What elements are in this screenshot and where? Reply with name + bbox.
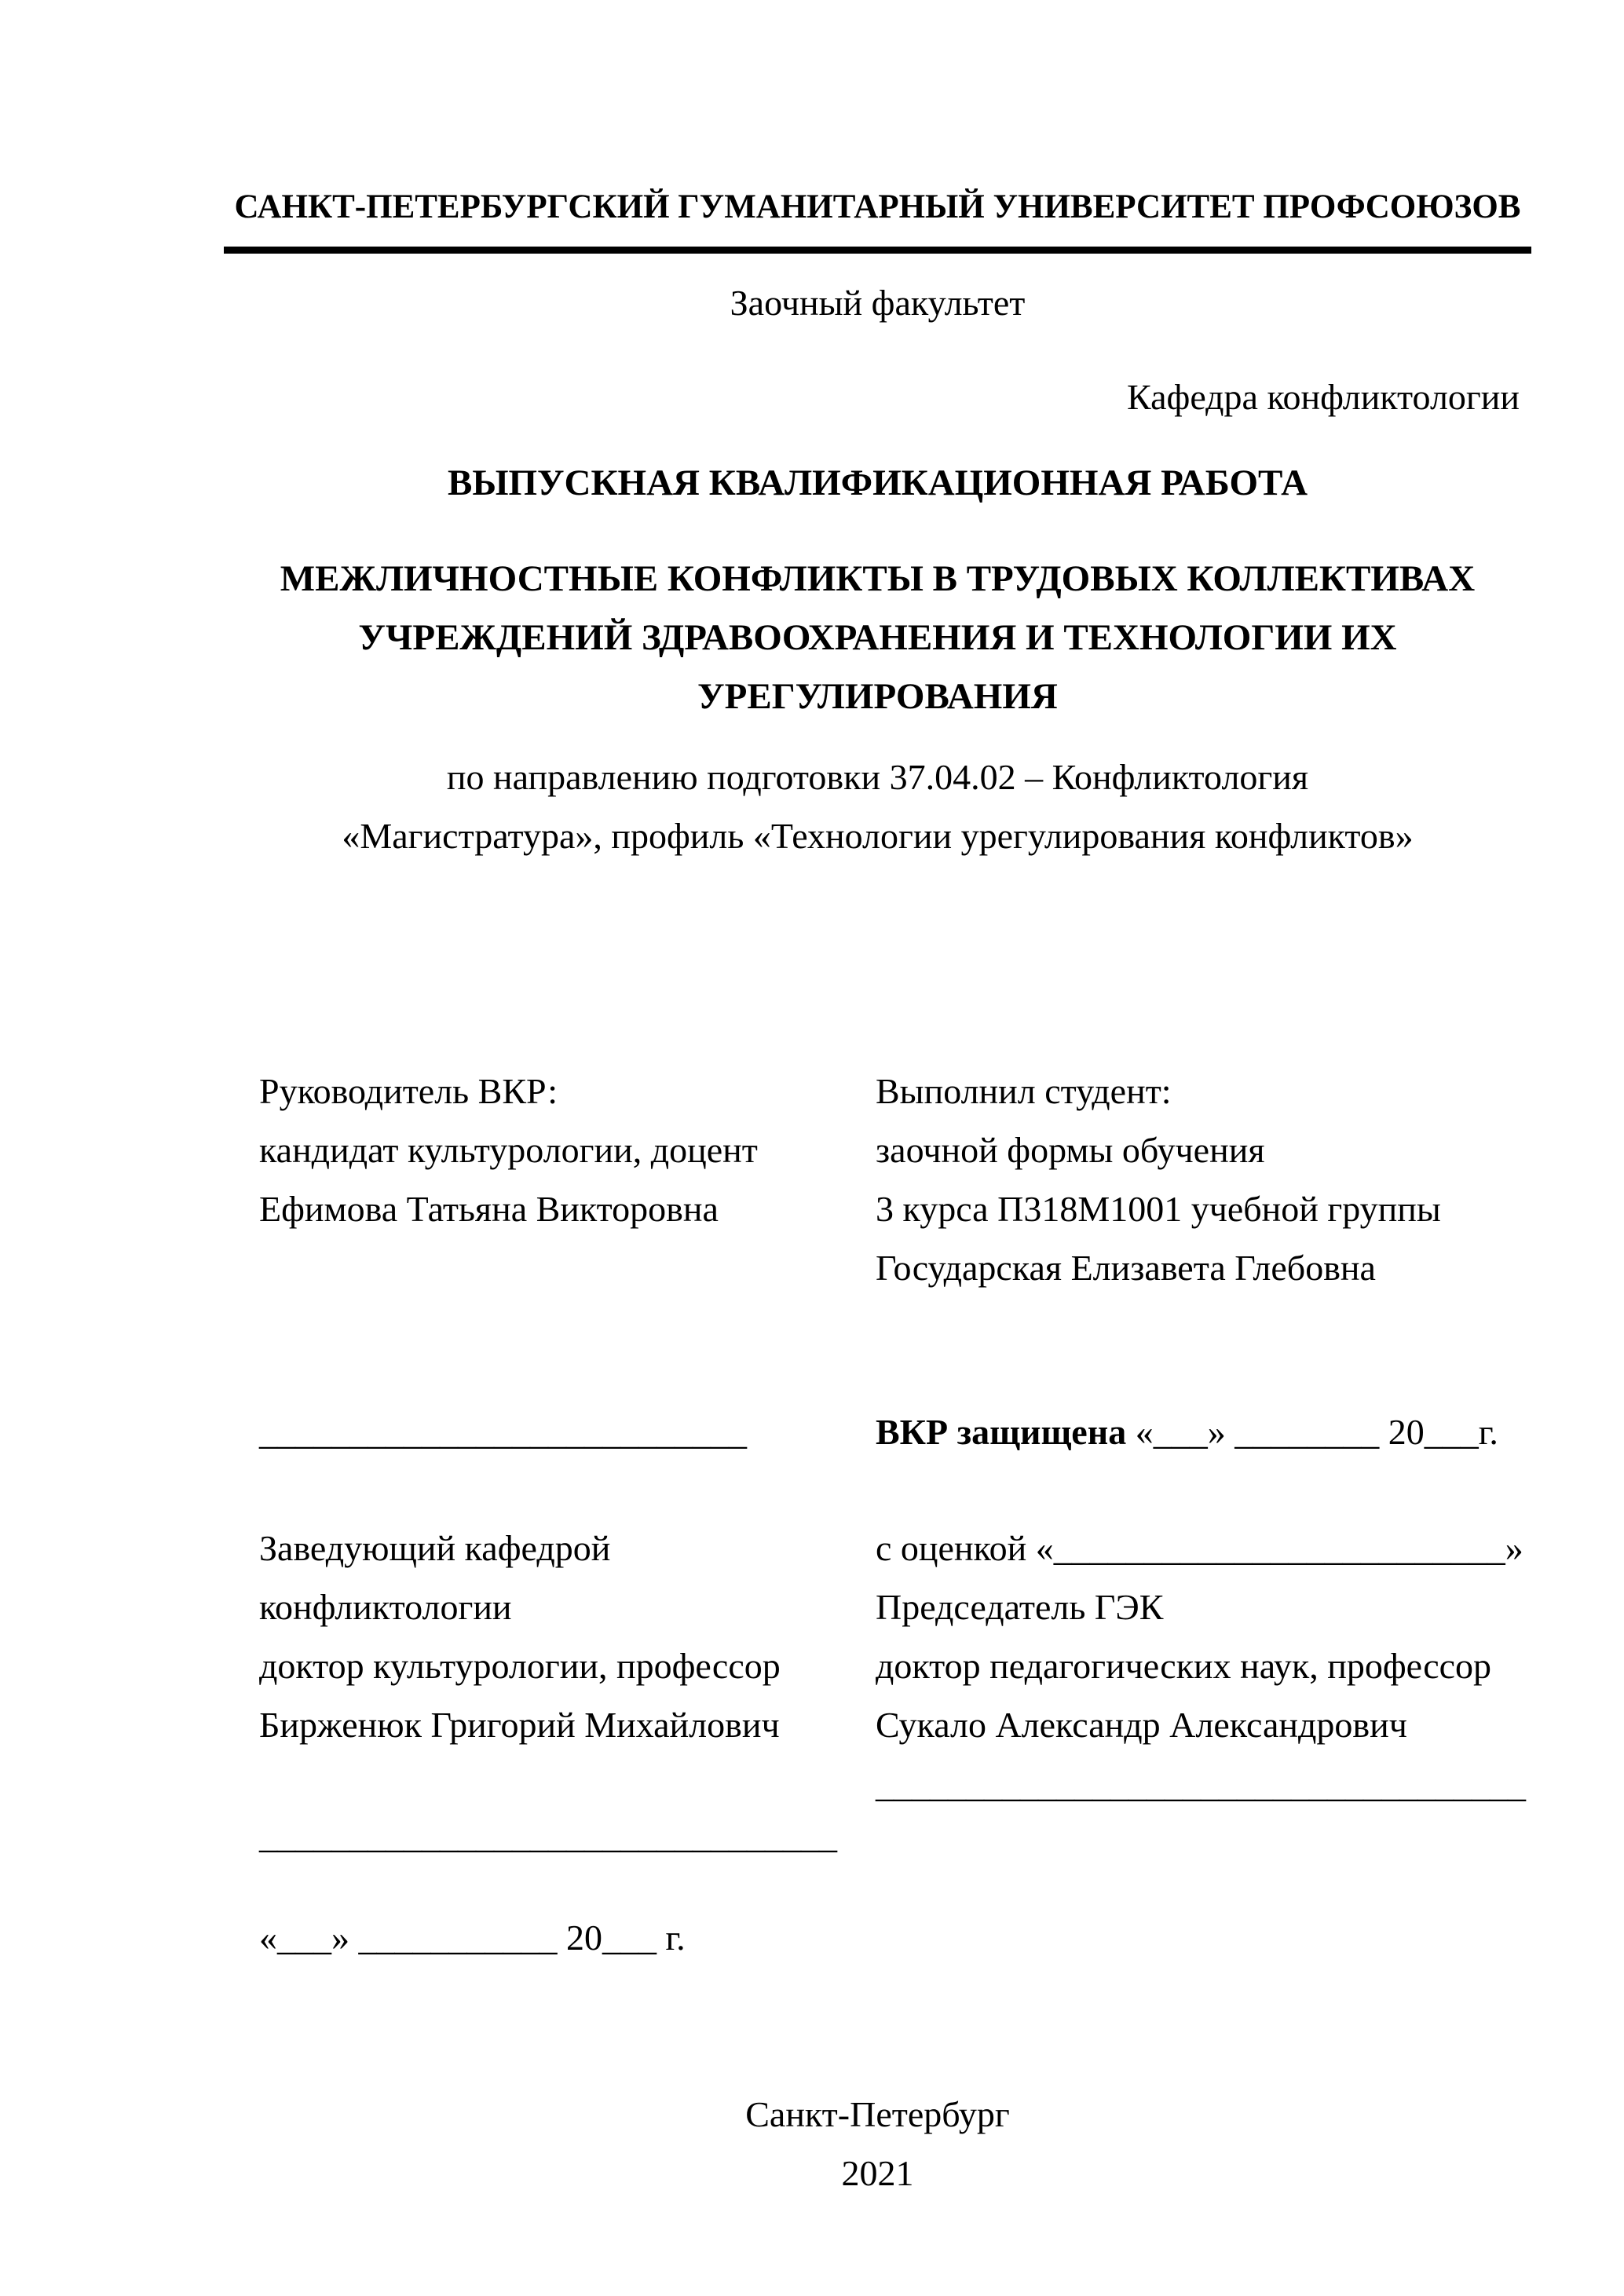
year: 2021: [841, 2153, 914, 2193]
defense-label: ВКР защищена: [876, 1412, 1127, 1452]
head-position-line-1: Заведующий кафедрой: [259, 1528, 611, 1568]
program-profile: «Магистратура», профиль «Технологии урегулирования конфликтов»: [342, 816, 1414, 856]
thesis-title: [224, 550, 1531, 726]
student-study-form: заочной формы обучения: [876, 1130, 1265, 1170]
student-group: 3 курса П318М1001 учебной группы: [876, 1189, 1441, 1229]
supervisor-name: Ефимова Татьяна Викторовна: [259, 1189, 719, 1229]
head-date-line: «___» ___________ 20___ г.: [259, 1918, 686, 1958]
program-direction: по направлению подготовки 37.04.02 – Конфликтология: [446, 757, 1309, 797]
supervisor-block: [259, 1062, 872, 1238]
chairman-degree: доктор педагогических наук, профессор: [876, 1646, 1492, 1686]
supervisor-signature-line: ___________________________: [259, 1412, 747, 1452]
faculty-name: Заочный факультет: [730, 283, 1026, 323]
chairman-position: Председатель ГЭК: [876, 1587, 1164, 1627]
head-name: Бирженюк Григорий Михайлович: [259, 1705, 780, 1745]
grade-line: с оценкой «_________________________»: [876, 1528, 1523, 1568]
defense-date-blanks: «___» ________ 20___г.: [1135, 1412, 1498, 1452]
head-signature-line: ________________________________: [259, 1815, 837, 1855]
supervisor-label: Руководитель ВКР:: [259, 1071, 558, 1111]
work-type-heading: ВЫПУСКНАЯ КВАЛИФИКАЦИОННАЯ РАБОТА: [447, 462, 1308, 503]
program-info: [224, 748, 1531, 865]
head-position-line-2: конфликтологии: [259, 1587, 512, 1627]
head-degree: доктор культурологии, профессор: [259, 1646, 781, 1686]
thesis-title-line-1: МЕЖЛИЧНОСТНЫЕ КОНФЛИКТЫ В ТРУДОВЫХ КОЛЛЕКТИВАХ: [280, 558, 1476, 599]
department-name: Кафедра конфликтологии: [1127, 377, 1520, 417]
supervisor-degree: кандидат культурологии, доцент: [259, 1130, 758, 1170]
defense-date-line: [876, 1402, 1543, 1461]
chairman-name: Сукало Александр Александрович: [876, 1705, 1407, 1745]
university-name: САНКТ-ПЕТЕРБУРГСКИЙ ГУМАНИТАРНЫЙ УНИВЕРСИТЕТ ПРОФСОЮЗОВ: [224, 187, 1531, 254]
thesis-title-line-3: УРЕГУЛИРОВАНИЯ: [697, 676, 1058, 717]
city-name: Санкт-Петербург: [745, 2094, 1010, 2134]
student-label: Выполнил студент:: [876, 1071, 1172, 1111]
thesis-title-line-2: УЧРЕЖДЕНИЙ ЗДРАВООХРАНЕНИЯ И ТЕХНОЛОГИИ ИХ: [358, 617, 1397, 658]
student-block: [876, 1062, 1543, 1297]
chairman-signature-line: ____________________________________: [876, 1764, 1526, 1804]
student-name: Государская Елизавета Глебовна: [876, 1248, 1376, 1288]
